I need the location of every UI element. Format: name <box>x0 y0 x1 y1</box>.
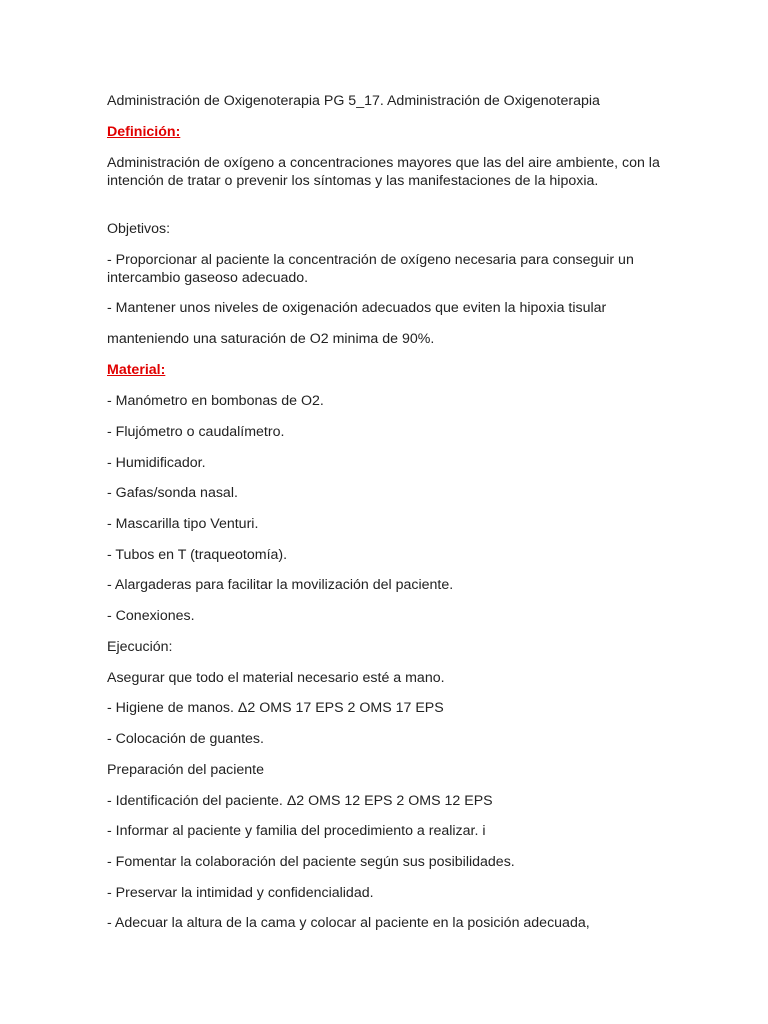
definicion-text: Administración de oxígeno a concentraciones mayores que las del aire ambiente, con la intención de tratar o prevenir los síntomas y las manifestaciones de la hipoxia. <box>107 155 660 189</box>
material-item: - Humidificador. <box>107 455 206 471</box>
preparacion-item: - Informar al paciente y familia del procedimiento a realizar. i <box>107 823 486 839</box>
objetivo-item: - Mantener unos niveles de oxigenación adecuados que eviten la hipoxia tisular <box>107 300 607 316</box>
preparacion-label: Preparación del paciente <box>107 762 264 778</box>
preparacion-item: - Fomentar la colaboración del paciente según sus posibilidades. <box>107 854 515 870</box>
objetivo-item-continuation: manteniendo una saturación de O2 minima de 90%. <box>107 331 435 347</box>
material-heading: Material: <box>107 362 166 378</box>
preparacion-item: - Adecuar la altura de la cama y colocar al paciente en la posición adecuada, <box>107 915 590 931</box>
material-item: - Mascarilla tipo Venturi. <box>107 516 259 532</box>
ejecucion-item: - Colocación de guantes. <box>107 731 264 747</box>
ejecucion-label: Ejecución: <box>107 639 173 655</box>
material-item: - Alargaderas para facilitar la movilización del paciente. <box>107 577 454 593</box>
objetivo-item: - Proporcionar al paciente la concentración de oxígeno necesaria para conseguir un intercambio gaseoso adecuado. <box>107 252 634 286</box>
material-item: - Conexiones. <box>107 608 195 624</box>
preparacion-item: - Preservar la intimidad y confidencialidad. <box>107 885 374 901</box>
definicion-heading: Definición: <box>107 124 181 140</box>
material-item: - Tubos en T (traqueotomía). <box>107 547 288 563</box>
document-title: Administración de Oxigenoterapia PG 5_17. Administración de Oxigenoterapia <box>107 93 600 109</box>
preparacion-item: - Identificación del paciente. Δ2 OMS 12 EPS 2 OMS 12 EPS <box>107 793 493 809</box>
ejecucion-item: Asegurar que todo el material necesario esté a mano. <box>107 670 445 686</box>
material-item: - Manómetro en bombonas de O2. <box>107 393 324 409</box>
material-item: - Flujómetro o caudalímetro. <box>107 424 285 440</box>
ejecucion-item: - Higiene de manos. Δ2 OMS 17 EPS 2 OMS 17 EPS <box>107 700 444 716</box>
material-item: - Gafas/sonda nasal. <box>107 485 238 501</box>
objetivos-label: Objetivos: <box>107 221 171 237</box>
